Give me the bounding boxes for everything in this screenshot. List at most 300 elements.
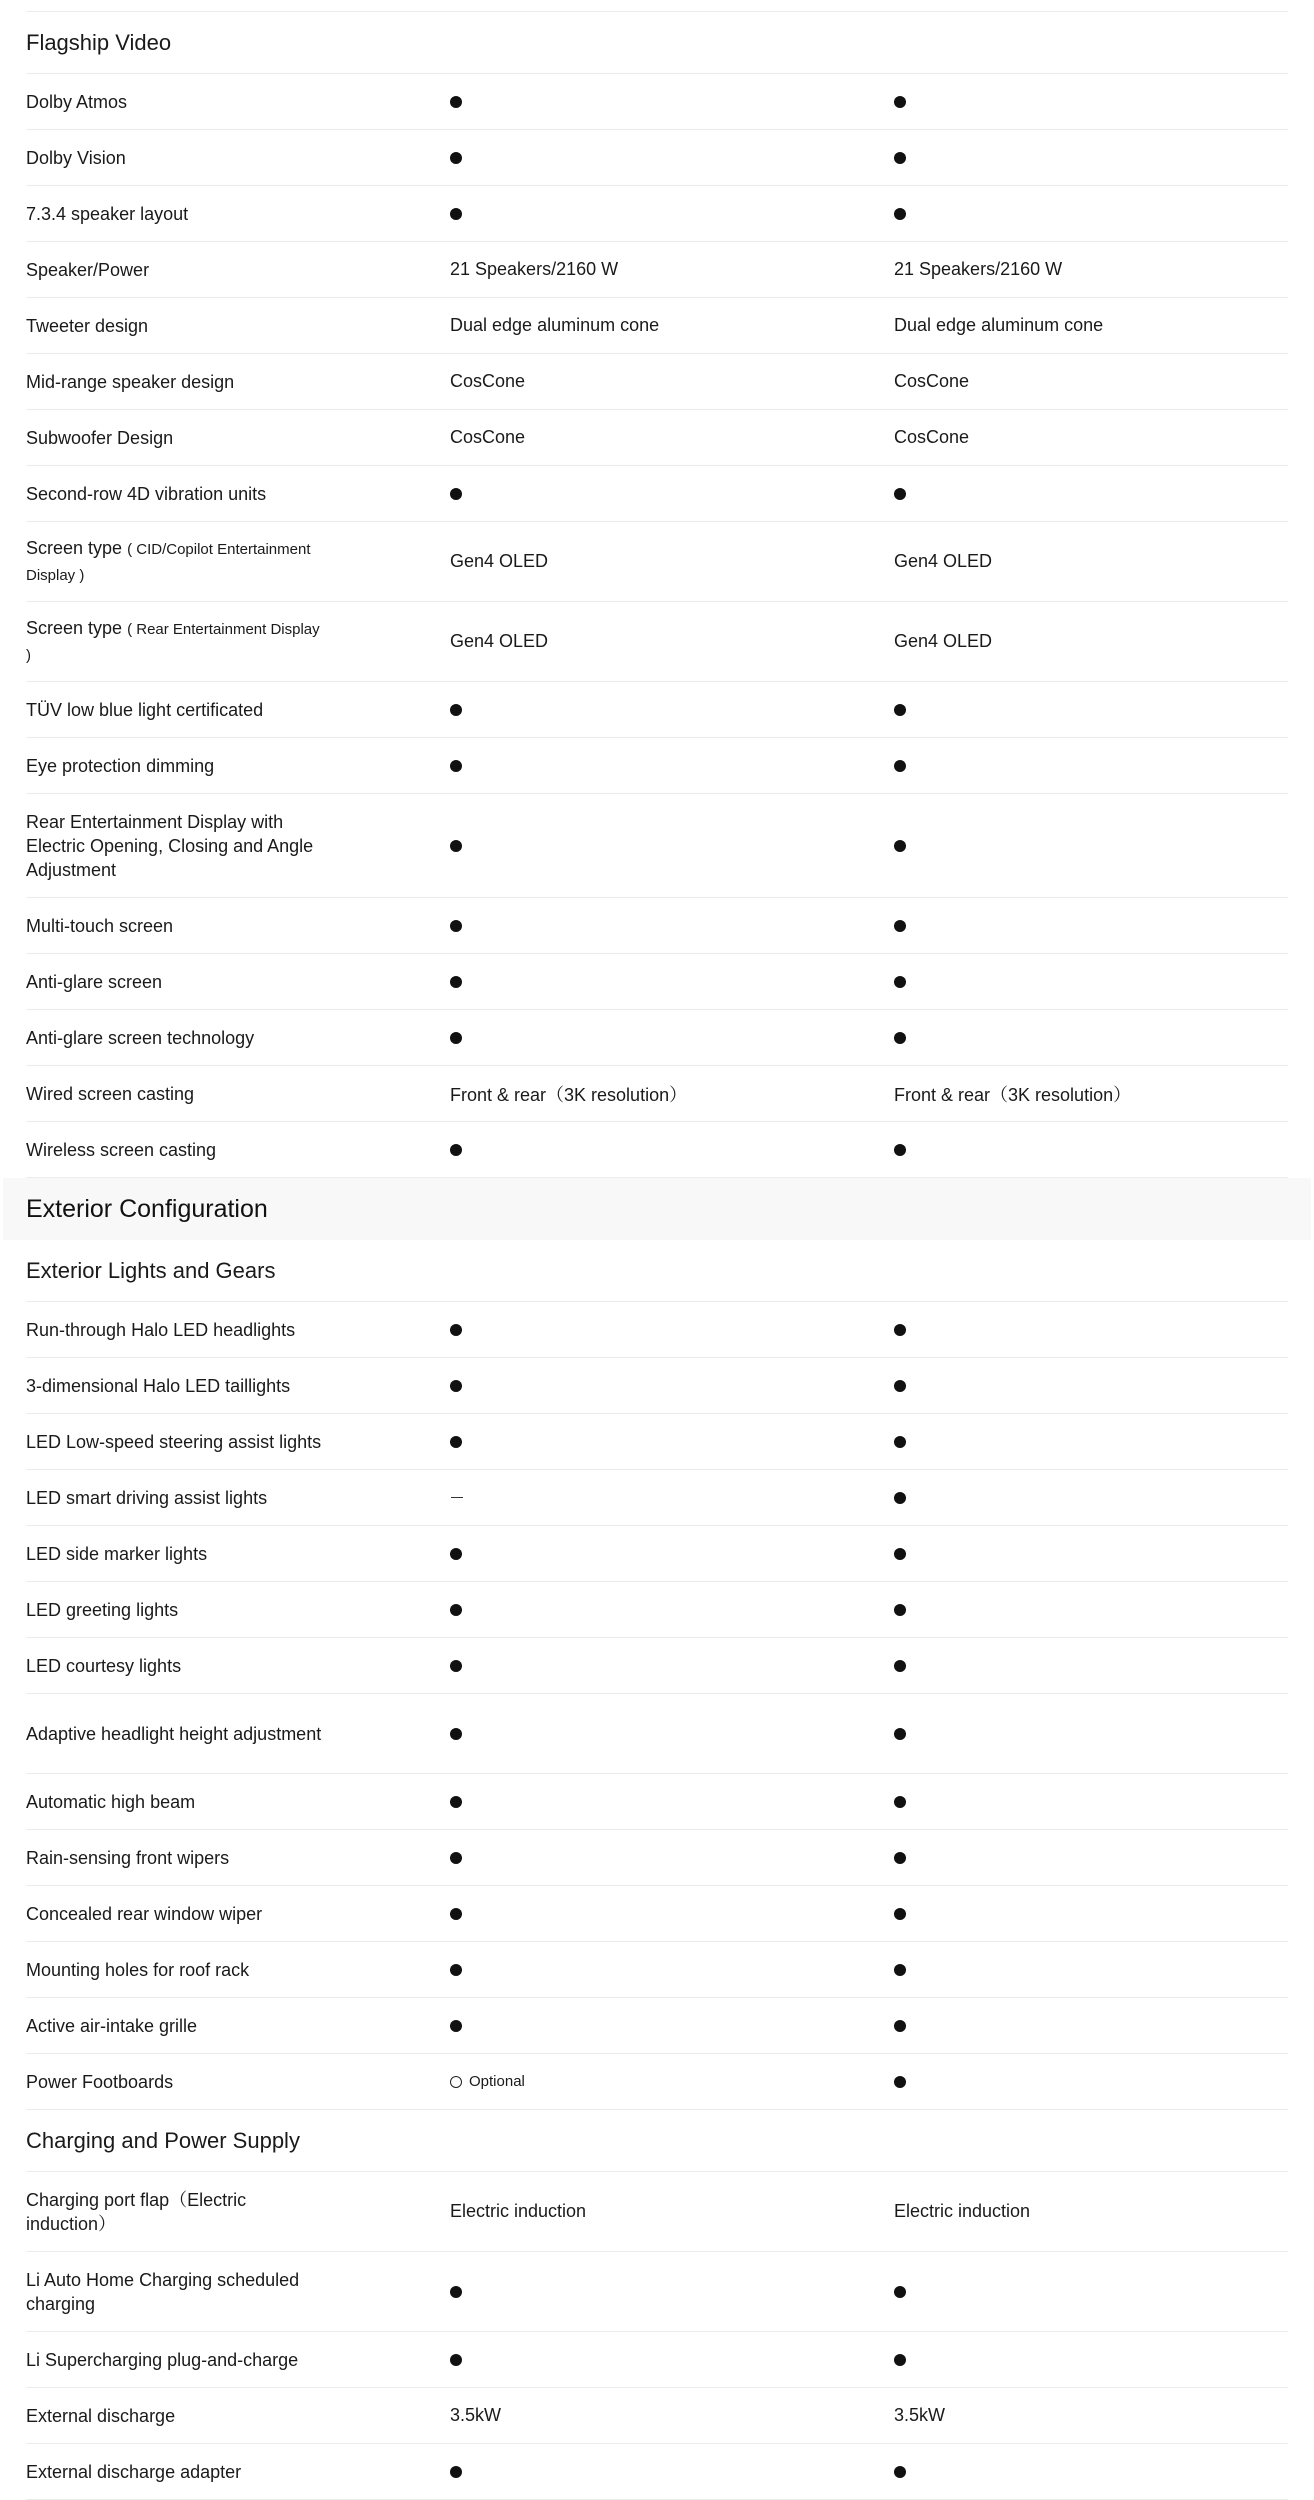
spec-label: Run-through Halo LED headlights xyxy=(26,1319,296,1340)
spec-label-cell xyxy=(26,616,450,668)
value-text: Electric induction xyxy=(450,2201,587,2221)
value-text: 21 Speakers/2160 W xyxy=(894,259,1063,279)
spec-row xyxy=(26,1122,1288,1178)
spec-label: Wireless screen casting xyxy=(26,1139,217,1160)
value-cell-1 xyxy=(450,920,894,932)
standard-feature-dot-icon xyxy=(450,1604,462,1616)
spec-label-cell xyxy=(26,2348,450,2372)
standard-feature-dot-icon xyxy=(894,1032,906,1044)
value-cell-2 xyxy=(894,1964,1288,1976)
value-cell-1 xyxy=(450,840,894,852)
spec-label-cell xyxy=(26,1542,450,1566)
spec-label-cell xyxy=(26,1430,450,1454)
spec-label: Charging port flap（Electric induction） xyxy=(26,2189,247,2234)
value-cell-1 xyxy=(450,1144,894,1156)
value-cell-2 xyxy=(894,551,1288,572)
spec-label-wrap xyxy=(26,1722,326,1746)
spec-row xyxy=(26,242,1288,298)
value-cell-1 xyxy=(450,1497,894,1498)
spec-label-wrap xyxy=(26,698,406,722)
value-cell-1 xyxy=(450,1081,894,1107)
standard-feature-dot-icon xyxy=(450,488,462,500)
spec-label-wrap xyxy=(26,536,326,588)
value-text: Front & rear（3K resolution） xyxy=(450,1084,688,1105)
spec-label-wrap xyxy=(26,426,406,450)
value-cell-1 xyxy=(450,427,894,448)
spec-label-cell xyxy=(26,1374,450,1398)
value-cell-1 xyxy=(450,152,894,164)
spec-label-wrap xyxy=(26,1598,406,1622)
spec-label-cell xyxy=(26,1138,450,1162)
value-cell-1 xyxy=(450,2466,894,2478)
standard-feature-dot-icon xyxy=(894,1324,906,1336)
spec-label: Power Footboards xyxy=(26,2071,174,2092)
standard-feature-dot-icon xyxy=(450,2466,462,2478)
value-text: 3.5kW xyxy=(450,2405,502,2425)
standard-feature-dot-icon xyxy=(894,1796,906,1808)
spec-label-cell xyxy=(26,1846,450,1870)
value-text: Dual edge aluminum cone xyxy=(450,315,660,335)
value-cell-1 xyxy=(450,208,894,220)
standard-feature-dot-icon xyxy=(894,1548,906,1560)
spec-row xyxy=(26,1638,1288,1694)
standard-feature-dot-icon xyxy=(894,152,906,164)
standard-feature-dot-icon xyxy=(894,1144,906,1156)
value-text: CosCone xyxy=(894,371,970,391)
standard-feature-dot-icon xyxy=(894,704,906,716)
spec-row xyxy=(26,1414,1288,1470)
standard-feature-dot-icon xyxy=(450,920,462,932)
spec-row xyxy=(26,1582,1288,1638)
spec-label: LED smart driving assist lights xyxy=(26,1487,268,1508)
standard-feature-dot-icon xyxy=(894,1436,906,1448)
value-cell-2 xyxy=(894,96,1288,108)
value-cell-1 xyxy=(450,488,894,500)
section-title: Exterior Configuration xyxy=(26,1194,268,1223)
value-cell-2 xyxy=(894,2020,1288,2032)
spec-label-wrap xyxy=(26,914,406,938)
spec-label: Adaptive headlight height adjustment xyxy=(26,1723,322,1744)
value-text: Gen4 OLED xyxy=(450,631,549,651)
value-cell-1 xyxy=(450,1380,894,1392)
value-cell-2 xyxy=(894,1380,1288,1392)
value-cell-2 xyxy=(894,1604,1288,1616)
spec-label: External discharge xyxy=(26,2405,176,2426)
value-cell-1 xyxy=(450,2020,894,2032)
spec-row xyxy=(26,602,1288,682)
spec-row xyxy=(26,1830,1288,1886)
spec-label-cell xyxy=(26,482,450,506)
standard-feature-dot-icon xyxy=(450,840,462,852)
spec-label: Speaker/Power xyxy=(26,259,150,280)
spec-label-wrap xyxy=(26,1902,406,1926)
standard-feature-dot-icon xyxy=(450,2286,462,2298)
spec-label: Active air-intake grille xyxy=(26,2015,198,2036)
spec-label: External discharge adapter xyxy=(26,2461,242,2482)
optional-feature-ring-icon xyxy=(450,2076,462,2088)
spec-row xyxy=(26,410,1288,466)
spec-label-wrap xyxy=(26,258,406,282)
standard-feature-dot-icon xyxy=(450,1548,462,1560)
spec-label: Automatic high beam xyxy=(26,1791,196,1812)
value-cell-2 xyxy=(894,1852,1288,1864)
spec-label: Dolby Vision xyxy=(26,147,126,168)
group-title: Charging and Power Supply xyxy=(26,2127,300,2153)
value-cell-2 xyxy=(894,2286,1288,2298)
spec-row xyxy=(26,1694,1288,1774)
value-text: Dual edge aluminum cone xyxy=(894,315,1104,335)
spec-label-cell xyxy=(26,314,450,338)
value-cell-2 xyxy=(894,488,1288,500)
value-cell-1 xyxy=(450,1604,894,1616)
spec-label-cell xyxy=(26,2188,450,2236)
spec-row xyxy=(26,794,1288,898)
spec-label: Screen type xyxy=(26,537,123,558)
standard-feature-dot-icon xyxy=(450,1436,462,1448)
spec-label-wrap xyxy=(26,1374,326,1398)
standard-feature-dot-icon xyxy=(894,1660,906,1672)
spec-label-wrap xyxy=(26,1654,406,1678)
spec-label-wrap xyxy=(26,1430,326,1454)
standard-feature-dot-icon xyxy=(450,1728,462,1740)
spec-label-note: ( CID/Copilot Entertainment Display ) xyxy=(26,540,311,584)
group-header-exterior-lights-and-gears xyxy=(26,1240,1288,1302)
value-text: Gen4 OLED xyxy=(894,631,993,651)
spec-row xyxy=(26,2054,1288,2110)
spec-label-wrap xyxy=(26,810,326,882)
standard-feature-dot-icon xyxy=(894,2466,906,2478)
standard-feature-dot-icon xyxy=(894,1604,906,1616)
value-cell-2 xyxy=(894,2201,1288,2222)
value-cell-2 xyxy=(894,760,1288,772)
value-cell-1 xyxy=(450,96,894,108)
optional-label: Optional xyxy=(469,2073,525,2090)
spec-label-wrap xyxy=(26,1542,406,1566)
standard-feature-dot-icon xyxy=(450,704,462,716)
spec-label-cell xyxy=(26,146,450,170)
value-cell-1 xyxy=(450,1548,894,1560)
value-cell-2 xyxy=(894,1908,1288,1920)
group-header-charging-and-power-supply xyxy=(26,2110,1288,2172)
value-cell-2 xyxy=(894,2354,1288,2366)
standard-feature-dot-icon xyxy=(894,208,906,220)
value-cell-2 xyxy=(894,259,1288,280)
spec-label: LED side marker lights xyxy=(26,1543,208,1564)
value-cell-1 xyxy=(450,2073,894,2090)
spec-label: TÜV low blue light certificated xyxy=(26,699,264,720)
value-cell-2 xyxy=(894,976,1288,988)
value-cell-2 xyxy=(894,1796,1288,1808)
spec-label-wrap xyxy=(26,970,406,994)
value-cell-2 xyxy=(894,152,1288,164)
spec-label: Tweeter design xyxy=(26,315,149,336)
spec-label-cell xyxy=(26,698,450,722)
spec-label-cell xyxy=(26,536,450,588)
spec-label-cell xyxy=(26,258,450,282)
value-cell-2 xyxy=(894,1548,1288,1560)
value-cell-1 xyxy=(450,2405,894,2426)
spec-label-cell xyxy=(26,1790,450,1814)
standard-feature-dot-icon xyxy=(450,1380,462,1392)
spec-label-wrap xyxy=(26,146,406,170)
spec-label: Screen type xyxy=(26,617,123,638)
spec-row xyxy=(26,354,1288,410)
spec-label: LED greeting lights xyxy=(26,1599,179,1620)
spec-label-wrap xyxy=(26,2460,406,2484)
standard-feature-dot-icon xyxy=(450,1852,462,1864)
standard-feature-dot-icon xyxy=(894,2076,906,2088)
value-text: Gen4 OLED xyxy=(450,551,549,571)
value-cell-2 xyxy=(894,208,1288,220)
standard-feature-dot-icon xyxy=(894,1908,906,1920)
standard-feature-dot-icon xyxy=(894,2354,906,2366)
spec-row xyxy=(26,2252,1288,2332)
spec-label-cell xyxy=(26,810,450,882)
value-text: Electric induction xyxy=(894,2201,1031,2221)
value-cell-1 xyxy=(450,371,894,392)
value-cell-1 xyxy=(450,1032,894,1044)
spec-label-cell xyxy=(26,2268,450,2316)
standard-feature-dot-icon xyxy=(450,1796,462,1808)
standard-feature-dot-icon xyxy=(450,1964,462,1976)
spec-label: Mounting holes for roof rack xyxy=(26,1959,250,1980)
value-cell-2 xyxy=(894,2405,1288,2426)
spec-label: Subwoofer Design xyxy=(26,427,174,448)
value-cell-2 xyxy=(894,1032,1288,1044)
value-cell-1 xyxy=(450,1436,894,1448)
value-cell-2 xyxy=(894,920,1288,932)
spec-label-wrap xyxy=(26,1846,406,1870)
value-cell-2 xyxy=(894,1436,1288,1448)
value-text: CosCone xyxy=(450,427,526,447)
spec-row xyxy=(26,738,1288,794)
spec-row xyxy=(26,522,1288,602)
spec-label-wrap xyxy=(26,2268,326,2316)
value-cell-2 xyxy=(894,840,1288,852)
spec-label: Multi-touch screen xyxy=(26,915,174,936)
spec-row xyxy=(26,2388,1288,2444)
group-header-flagship-video xyxy=(26,12,1288,74)
spec-row xyxy=(26,1358,1288,1414)
value-cell-2 xyxy=(894,1728,1288,1740)
spec-label-cell xyxy=(26,2070,450,2094)
value-cell-2 xyxy=(894,631,1288,652)
spec-row xyxy=(26,898,1288,954)
spec-label-cell xyxy=(26,1722,450,1746)
standard-feature-dot-icon xyxy=(894,1852,906,1864)
spec-label-cell xyxy=(26,914,450,938)
value-cell-2 xyxy=(894,1081,1288,1107)
spec-label-wrap xyxy=(26,1486,406,1510)
spec-label-wrap xyxy=(26,2070,406,2094)
spec-label: Dolby Atmos xyxy=(26,91,128,112)
value-cell-1 xyxy=(450,259,894,280)
spec-row xyxy=(26,1066,1288,1122)
spec-label: Li Auto Home Charging scheduled charging xyxy=(26,2269,300,2314)
value-cell-2 xyxy=(894,2466,1288,2478)
value-text: 3.5kW xyxy=(894,2405,946,2425)
value-cell-1 xyxy=(450,2354,894,2366)
value-cell-1 xyxy=(450,551,894,572)
spec-row xyxy=(26,1302,1288,1358)
spec-label-cell xyxy=(26,2460,450,2484)
spec-label: Li Supercharging plug-and-charge xyxy=(26,2349,299,2370)
spec-label-wrap xyxy=(26,370,406,394)
spec-label-wrap xyxy=(26,1026,406,1050)
spec-label-cell xyxy=(26,2404,450,2428)
spec-row xyxy=(26,466,1288,522)
standard-feature-dot-icon xyxy=(894,1964,906,1976)
spec-row xyxy=(26,682,1288,738)
spec-label-wrap xyxy=(26,2188,326,2236)
spec-label: Wired screen casting xyxy=(26,1083,195,1104)
value-text: Front & rear（3K resolution） xyxy=(894,1084,1132,1105)
spec-label-cell xyxy=(26,1902,450,1926)
standard-feature-dot-icon xyxy=(894,2286,906,2298)
spec-label-cell xyxy=(26,1026,450,1050)
spec-row xyxy=(26,1010,1288,1066)
standard-feature-dot-icon xyxy=(450,152,462,164)
standard-feature-dot-icon xyxy=(450,1032,462,1044)
spec-label-wrap xyxy=(26,2014,406,2038)
value-cell-2 xyxy=(894,2076,1288,2088)
spec-row xyxy=(26,1942,1288,1998)
spec-label-wrap xyxy=(26,90,406,114)
spec-label-wrap xyxy=(26,754,406,778)
spec-label: 7.3.4 speaker layout xyxy=(26,203,189,224)
spec-label: Anti-glare screen technology xyxy=(26,1027,255,1048)
value-cell-1 xyxy=(450,2201,894,2222)
spec-label-cell xyxy=(26,754,450,778)
spec-row xyxy=(26,1886,1288,1942)
standard-feature-dot-icon xyxy=(450,976,462,988)
value-text: Gen4 OLED xyxy=(894,551,993,571)
spec-row xyxy=(26,2332,1288,2388)
spec-row xyxy=(26,1774,1288,1830)
value-cell-1 xyxy=(450,1660,894,1672)
section-header-exterior-configuration xyxy=(3,1178,1311,1240)
spec-row xyxy=(26,1526,1288,1582)
spec-label-cell xyxy=(26,90,450,114)
spec-label: Second-row 4D vibration units xyxy=(26,483,267,504)
standard-feature-dot-icon xyxy=(894,920,906,932)
spec-label: Mid-range speaker design xyxy=(26,371,235,392)
spec-label-wrap xyxy=(26,482,406,506)
spec-label-cell xyxy=(26,426,450,450)
spec-label-cell xyxy=(26,970,450,994)
spec-label-cell xyxy=(26,1318,450,1342)
spec-label: Anti-glare screen xyxy=(26,971,163,992)
value-cell-2 xyxy=(894,427,1288,448)
spec-label: LED Low-speed steering assist lights xyxy=(26,1431,322,1452)
value-cell-1 xyxy=(450,2286,894,2298)
standard-feature-dot-icon xyxy=(894,1492,906,1504)
value-cell-1 xyxy=(450,976,894,988)
standard-feature-dot-icon xyxy=(450,760,462,772)
spec-row xyxy=(26,2172,1288,2252)
value-cell-2 xyxy=(894,1144,1288,1156)
value-cell-1 xyxy=(450,631,894,652)
value-cell-1 xyxy=(450,1852,894,1864)
value-cell-2 xyxy=(894,1660,1288,1672)
standard-feature-dot-icon xyxy=(450,1144,462,1156)
top-divider xyxy=(26,11,1288,12)
value-text: CosCone xyxy=(894,427,970,447)
value-text: CosCone xyxy=(450,371,526,391)
spec-label-cell xyxy=(26,2014,450,2038)
spec-label-wrap xyxy=(26,202,406,226)
value-cell-1 xyxy=(450,1796,894,1808)
standard-feature-dot-icon xyxy=(894,488,906,500)
spec-label-wrap xyxy=(26,1082,406,1106)
spec-label-wrap xyxy=(26,314,406,338)
spec-row xyxy=(26,298,1288,354)
spec-label-cell xyxy=(26,1598,450,1622)
spec-label: Rear Entertainment Display with Electric Opening, Closing and Angle Adjustment xyxy=(26,811,314,880)
spec-label: Eye protection dimming xyxy=(26,755,215,776)
spec-row xyxy=(26,954,1288,1010)
spec-label-wrap xyxy=(26,1790,406,1814)
spec-label: Rain-sensing front wipers xyxy=(26,1847,230,1868)
value-cell-1 xyxy=(450,1964,894,1976)
standard-feature-dot-icon xyxy=(894,1728,906,1740)
value-cell-1 xyxy=(450,1908,894,1920)
spec-label-wrap xyxy=(26,1138,406,1162)
spec-label-cell xyxy=(26,202,450,226)
spec-row xyxy=(26,186,1288,242)
spec-label: Concealed rear window wiper xyxy=(26,1903,263,1924)
group-title: Exterior Lights and Gears xyxy=(26,1257,276,1283)
standard-feature-dot-icon xyxy=(450,2354,462,2366)
spec-label-wrap xyxy=(26,2348,406,2372)
not-available-dash-icon xyxy=(451,1497,463,1498)
value-cell-2 xyxy=(894,704,1288,716)
spec-row xyxy=(26,1998,1288,2054)
spec-label-wrap xyxy=(26,616,326,668)
spec-label-cell xyxy=(26,370,450,394)
standard-feature-dot-icon xyxy=(894,760,906,772)
spec-label: LED courtesy lights xyxy=(26,1655,182,1676)
spec-label-note: ( Rear Entertainment Display ) xyxy=(26,620,320,664)
standard-feature-dot-icon xyxy=(894,976,906,988)
spec-label-wrap xyxy=(26,1958,406,1982)
standard-feature-dot-icon xyxy=(450,208,462,220)
value-cell-2 xyxy=(894,371,1288,392)
spec-label-cell xyxy=(26,1958,450,1982)
spec-label: 3-dimensional Halo LED taillights xyxy=(26,1375,291,1396)
value-cell-2 xyxy=(894,315,1288,336)
spec-label-cell xyxy=(26,1082,450,1106)
standard-feature-dot-icon xyxy=(450,2020,462,2032)
standard-feature-dot-icon xyxy=(894,96,906,108)
standard-feature-dot-icon xyxy=(450,1324,462,1336)
spec-label-cell xyxy=(26,1486,450,1510)
standard-feature-dot-icon xyxy=(894,840,906,852)
value-text: 21 Speakers/2160 W xyxy=(450,259,619,279)
value-cell-2 xyxy=(894,1492,1288,1504)
value-cell-1 xyxy=(450,1728,894,1740)
spec-row xyxy=(26,1470,1288,1526)
value-cell-1 xyxy=(450,760,894,772)
group-title: Flagship Video xyxy=(26,29,172,55)
spec-label-wrap xyxy=(26,1318,406,1342)
standard-feature-dot-icon xyxy=(450,96,462,108)
spec-row xyxy=(26,130,1288,186)
standard-feature-dot-icon xyxy=(894,2020,906,2032)
value-cell-1 xyxy=(450,1324,894,1336)
value-cell-1 xyxy=(450,704,894,716)
value-cell-2 xyxy=(894,1324,1288,1336)
